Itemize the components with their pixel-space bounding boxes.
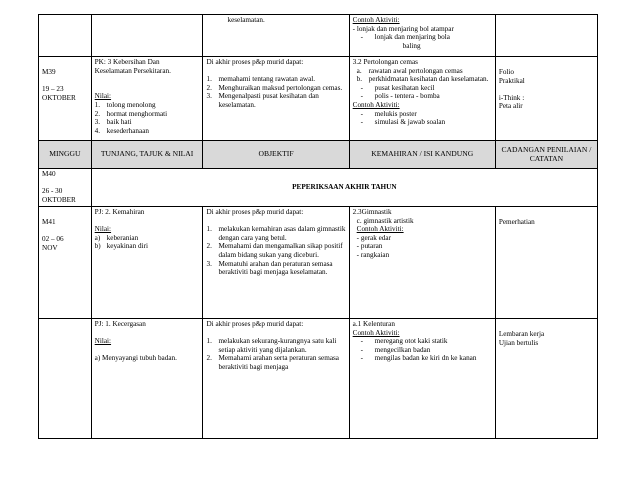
header-kemahiran: KEMAHIRAN / ISI KANDUNG	[349, 141, 495, 169]
table-row	[39, 57, 598, 141]
tunjang-cell: PK: 3 Kebersihan Dan Keselamatan Persekitaran. Nilai: 1. tolong menolong 2. hormat menghormati 3. baik hati 4. kesederhanaan	[91, 57, 203, 141]
minggu-cell: M41 02 – 06 NOV	[39, 207, 92, 319]
header-minggu: MINGGU	[39, 141, 92, 169]
objektif-cell: Di akhir proses p&p murid dapat: 1. memahami tentang rawatan awal. 2. Menghuraikan maksud pertolongan cemas. 3. Mengenalpasti pusat kesihatan dan keselamatan.	[203, 57, 349, 141]
table-row	[39, 15, 598, 57]
objektif-cell: keselamatan.	[203, 15, 349, 57]
cadangan-cell	[495, 15, 597, 57]
header-row	[39, 141, 598, 169]
table-row	[39, 169, 598, 207]
minggu-cell: M39 19 – 23 OKTOBER	[39, 57, 92, 141]
cadangan-cell: Folio Praktikal i-Think : Peta alir	[495, 57, 597, 141]
table-row	[39, 319, 598, 439]
minggu-cell	[39, 319, 92, 439]
header-tunjang: TUNJANG, TAJUK & NILAI	[91, 141, 203, 169]
lesson-plan-table	[38, 14, 598, 439]
minggu-cell	[39, 15, 92, 57]
kemahiran-cell: Contoh Aktiviti: - lonjak dan menjaring bol atampar - lonjak dan menjaring bola baling	[349, 15, 495, 57]
tunjang-cell: PJ: 1. Kecergasan Nilai: a) Menyayangi tubuh badan.	[91, 319, 203, 439]
kemahiran-cell: a.1 Kelenturan Contoh Aktiviti: - meregang otot kaki statik - mengecilkan badan - mengilas badan ke kiri dn ke kanan	[349, 319, 495, 439]
tunjang-cell: PJ: 2. Kemahiran Nilai: a) keberanian b) keyakinan diri	[91, 207, 203, 319]
kemahiran-cell: 3.2 Pertolongan cemas a. rawatan awal pertolongan cemas b. perkhidmatan kesihatan dan keselamatan. - pusat kesihatan kecil - polis - tentera - bomba Contoh Aktiviti: - melukis poster - simulasi & jawab soalan	[349, 57, 495, 141]
objektif-cell: Di akhir proses p&p murid dapat: 1. melakukan sekurang-kurangnya satu kali setiap aktiviti yang dijalankan. 2. Memahami arahan serta peraturan semasa beraktiviti bagi menjaga	[203, 319, 349, 439]
tunjang-cell	[91, 15, 203, 57]
exam-banner: PEPERIKSAAN AKHIR TAHUN	[91, 169, 597, 207]
minggu-cell: M40 26 - 30 OKTOBER	[39, 169, 92, 207]
header-cadangan: CADANGAN PENILAIAN / CATATAN	[495, 141, 597, 169]
objektif-cell: Di akhir proses p&p murid dapat: 1. melakukan kemahiran asas dalam gimnastik dengan cara yang betul. 2. Memahami dan mengamalkan sikap positif dalam bidang sukan yang diceburi. 3. Mematuhi arahan dan peraturan semasa beraktiviti bagi menjaga keselamatan.	[203, 207, 349, 319]
header-objektif: OBJEKTIF	[203, 141, 349, 169]
table-row	[39, 207, 598, 319]
cadangan-cell: Lembaran kerja Ujian bertulis	[495, 319, 597, 439]
cadangan-cell: Pemerhatian	[495, 207, 597, 319]
kemahiran-cell: 2.3Gimnastik c. gimnastik artistik Contoh Aktiviti: - gerak edar - putaran - rangkaian	[349, 207, 495, 319]
